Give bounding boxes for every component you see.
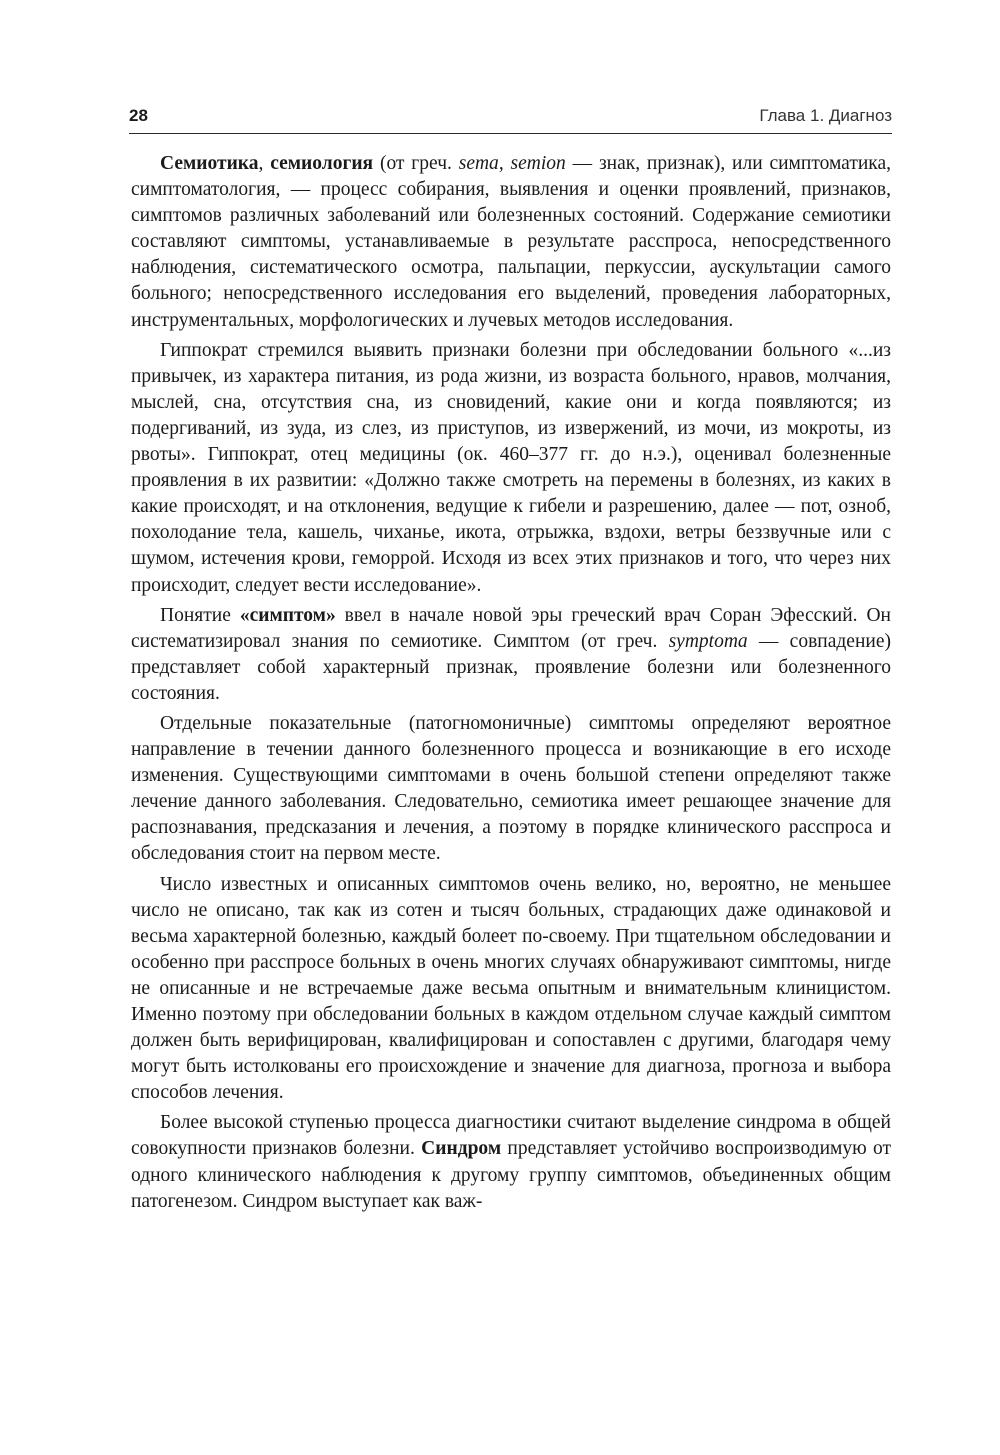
term-symptoma: symptoma xyxy=(668,630,748,652)
term-semiotics: Семиотика xyxy=(160,153,259,174)
text-run: Более высокой ступенью процесса диагностики считают выделение синдрома в общей совокупности признаков болезни. xyxy=(131,1112,891,1160)
term-sema: sema xyxy=(458,153,499,174)
text-run: — знак, признак), или симптоматика, симптоматология, — процесс собирания, выявления и оценки проявлений, признаков, симптомов различных заболеваний или болезненных состояний. Содержание семиотики составляют симптомы, устанавливаемые в результате расспроса, непосредственного наблюдения, систематического осмотра, пальпации, перкуссии, аускультации самого больного; непосредственного исследования его выделений, проведения лабораторных, инструментальных, морфологических и лучевых методов исследования. xyxy=(131,153,892,331)
paragraph-syndrome xyxy=(131,1110,891,1214)
text-run: , xyxy=(258,153,271,174)
text-run: — совпадение) представляет собой характерный признак, проявление болезни или болезненного состояния. xyxy=(131,630,891,704)
running-head xyxy=(129,102,892,130)
text-run: представляет устойчиво воспроизводимую от одного клинического наблюдения к другому группу симптомов, объединенных общим патогенезом. Синдром выступает как важ- xyxy=(131,1138,891,1212)
text-run: (от греч. xyxy=(373,153,459,174)
paragraph-pathognomonic: Отдельные показательные (патогномоничные) симптомы определяют вероятное направление в течении данного болезненного процесса и возникающие в его исходе изменения. Существующими симптомами в очень большой степени определяют также лечение данного заболевания. Следовательно, семиотика имеет решающее значение для распознавания, предсказания и лечения, а поэтому в порядке клинического расспроса и обследования стоит на первом месте. xyxy=(131,712,891,865)
page-number: 28 xyxy=(129,106,148,125)
term-symptom: «симптом» xyxy=(239,604,336,626)
text-run: Понятие xyxy=(160,604,240,626)
term-syndrome: Синдром xyxy=(421,1138,502,1160)
paragraph-semiotics xyxy=(131,151,891,334)
paragraph-symptom-concept xyxy=(131,603,891,707)
text-run: ввел в начале новой эры греческий врач Соран Эфесский. Он систематизировал знания по семиотике. Симптом (от греч. xyxy=(131,604,891,652)
body-text xyxy=(131,151,891,1219)
term-semion: semion xyxy=(510,153,566,174)
chapter-title: Глава 1. Диагноз xyxy=(759,106,892,125)
paragraph-hippocrates: Гиппократ стремился выявить признаки болезни при обследовании больного «...из привычек, из характера питания, из рода жизни, из возраста больного, нравов, молчания, мыслей, сна, отсутствия сна, из сновидений, какие они и когда появляются; из подергиваний, из зуда, из слез, из приступов, из извержений, из мочи, из мокроты, из рвоты». Гиппократ, отец медицины (ок. 460–377 гг. до н.э.), оценивал болезненные проявления в их развитии: «Должно также смотреть на перемены в болезнях, из каких в какие происходят, и на отклонения, ведущие к гибели и разрешению, далее — пот, озноб, похолодание тела, кашель, чиханье, икота, отрыжка, вздохи, ветры беззвучные или с шумом, истечения крови, геморрой. Исходя из всех этих признаков и того, что через них происходит, следует вести исследование». xyxy=(131,339,891,596)
paragraph-symptom-count: Число известных и описанных симптомов очень велико, но, вероятно, не меньшее число не описано, так как из сотен и тысяч больных, страдающих даже одинаковой и весьма характерной болезнью, каждый болеет по-своему. При тщательном обследовании и особенно при расспросе больных в очень многих случаях обнаруживают симптомы, нигде не описанные и не встречаемые даже весьма опытным и внимательным клиницистом. Именно поэтому при обследовании больных в каждом отдельном случае каждый симптом должен быть верифицирован, квалифицирован и сопоставлен с другими, благодаря чему могут быть истолкованы его происхождение и значение для диагноза, прогноза и выбора способов лечения. xyxy=(131,873,891,1104)
term-semiology: семиология xyxy=(270,153,374,174)
text-run: , xyxy=(498,153,511,174)
header-rule xyxy=(129,133,892,134)
